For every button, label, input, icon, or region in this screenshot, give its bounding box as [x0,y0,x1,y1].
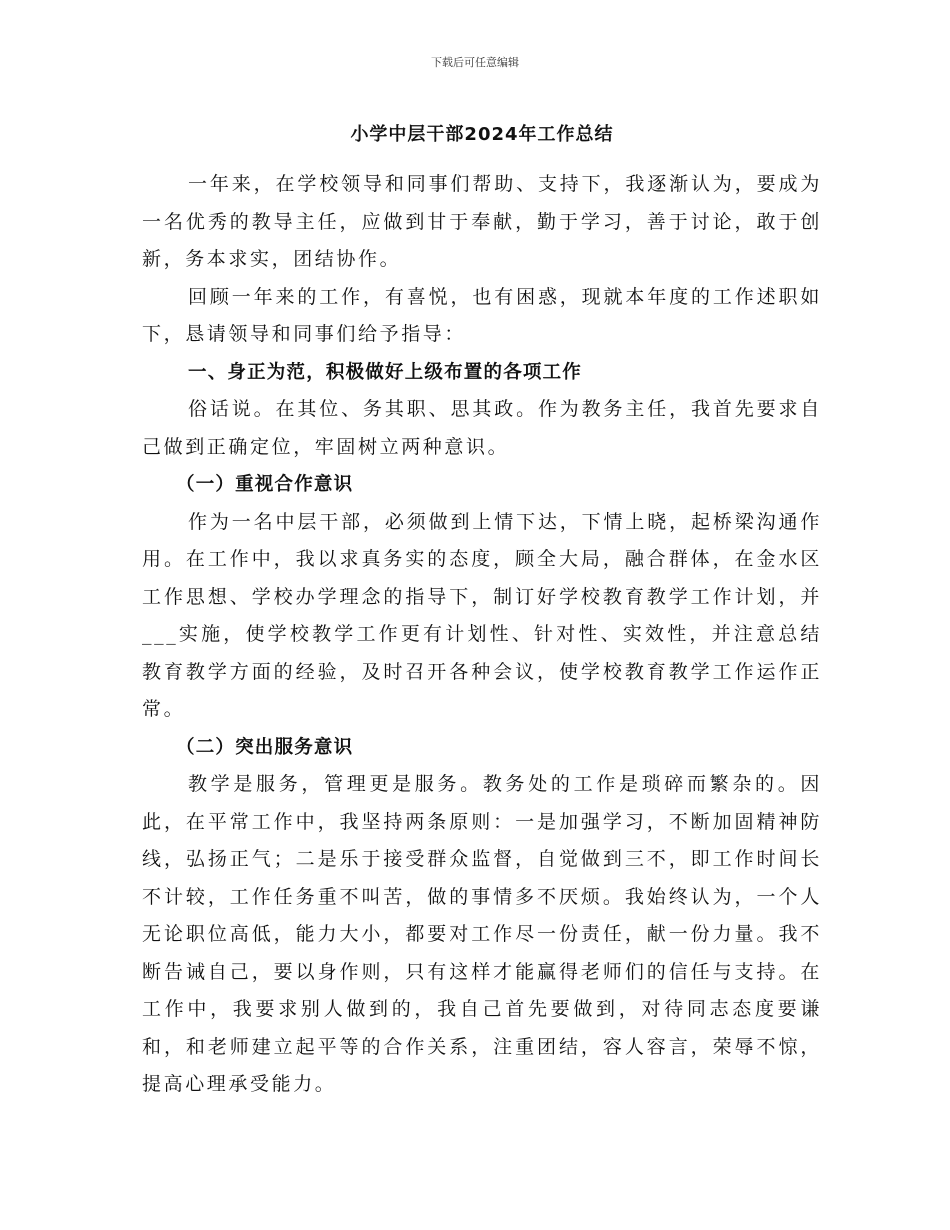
paragraph-review: 回顾一年来的工作，有喜悦，也有困惑，现就本年度的工作述职如下，恳请领导和同事们给予指导： [142,285,822,345]
document-title: 小学中层干部2024年工作总结 [350,124,614,145]
document-body [142,120,822,1104]
subsection-2-text: 教学是服务，管理更是服务。教务处的工作是琐碎而繁杂的。因此，在平常工作中，我坚持两条原则：一是加强学习，不断加固精神防线，弘扬正气；二是乐于接受群众监督，自觉做到三不，即工作时间长不计较，工作任务重不叫苦，做的事情多不厌烦。我始终认为，一个人无论职位高低，能力大小，都要对工作尽一份责任，献一份力量。我不断告诫自己，要以身作则，只有这样才能赢得老师们的信任与支持。在工作中，我要求别人做到的，我自己首先要做到，对待同志态度要谦和，和老师建立起平等的合作关系，注重团结，容人容言，荣辱不惊，提高心理承受能力。 [142,773,822,1095]
page-header-note: 下载后可任意编辑 [431,56,519,69]
subsection-2-heading: （二）突出服务意识 [176,736,354,758]
subsection-1-text: 作为一名中层干部，必须做到上情下达，下情上晓，起桥梁沟通作用。在工作中，我以求真务实的态度，顾全大局，融合群体，在金水区工作思想、学校办学理念的指导下，制订好学校教育教学工作计划，并___实施，使学校教学工作更有计划性、针对性、实效性，并注意总结教育教学方面的经验，及时召开各种会议，使学校教育教学工作运作正常。 [142,510,822,720]
subsection-1-heading: （一）重视合作意识 [176,474,354,495]
section-1-heading: 一、身正为范，积极做好上级布置的各项工作 [188,361,583,383]
paragraph-intro: 一年来，在学校领导和同事们帮助、支持下，我逐渐认为，要成为一名优秀的教导主任，应做到甘于奉献，勤于学习，善于讨论，敢于创新，务本求实，团结协作。 [142,173,822,270]
section-1-intro: 俗话说。在其位、务其职、思其政。作为教务主任，我首先要求自己做到正确定位，牢固树立两种意识。 [142,398,822,458]
